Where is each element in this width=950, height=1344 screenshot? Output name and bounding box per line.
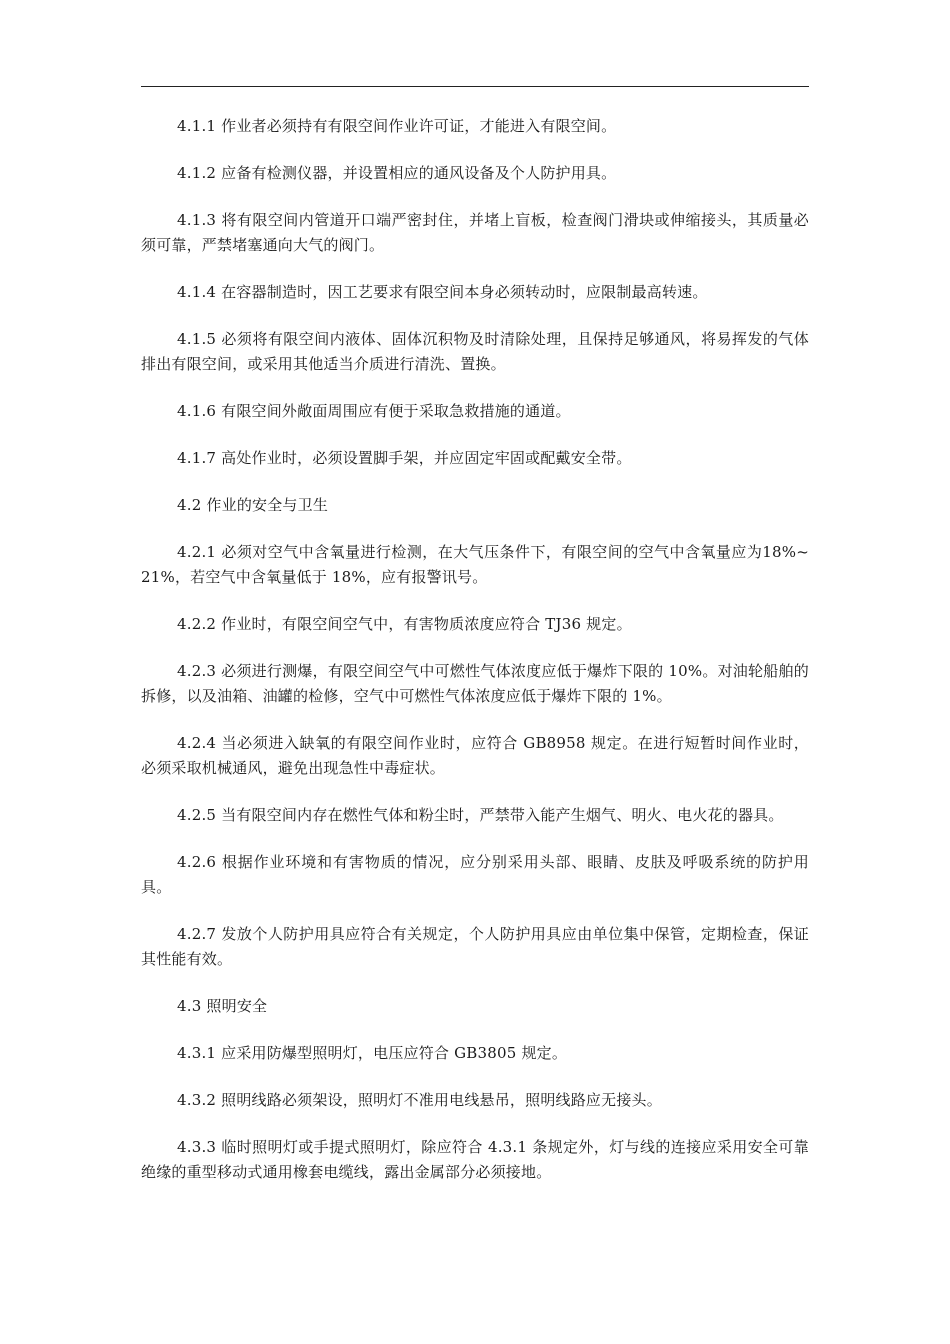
clause-4-3-2: 4.3.2 照明线路必须架设，照明灯不准用电线悬吊，照明线路应无接头。 (177, 1091, 662, 1109)
clause-4-1-6: 4.1.6 有限空间外敞面周围应有便于采取急救措施的通道。 (177, 402, 571, 420)
section-heading-4-3: 4.3 照明安全 (177, 997, 268, 1015)
clause-4-1-4: 4.1.4 在容器制造时，因工艺要求有限空间本身必须转动时，应限制最高转速。 (177, 283, 708, 301)
clause-4-1-7: 4.1.7 高处作业时，必须设置脚手架，并应固定牢固或配戴安全带。 (177, 449, 632, 467)
clause-4-1-2: 4.1.2 应备有检测仪器，并设置相应的通风设备及个人防护用具。 (177, 164, 617, 182)
header-rule (141, 86, 809, 87)
clause-4-2-1: 4.2.1 必须对空气中含氧量进行检测，在大气压条件下，有限空间的空气中含氧量应为18%~21%，若空气中含氧量低于 18%，应有报警讯号。 (141, 543, 809, 586)
clause-4-2-7: 4.2.7 发放个人防护用具应符合有关规定，个人防护用具应由单位集中保管，定期检查，保证其性能有效。 (141, 925, 809, 968)
clause-4-2-6: 4.2.6 根据作业环境和有害物质的情况，应分别采用头部、眼睛、皮肤及呼吸系统的防护用具。 (141, 853, 809, 896)
clause-4-3-3: 4.3.3 临时照明灯或手提式照明灯，除应符合 4.3.1 条规定外，灯与线的连接应采用安全可靠绝缘的重型移动式通用橡套电缆线，露出金属部分必须接地。 (141, 1138, 809, 1181)
clause-4-2-3: 4.2.3 必须进行测爆，有限空间空气中可燃性气体浓度应低于爆炸下限的 10%。对油轮船舶的拆修，以及油箱、油罐的检修，空气中可燃性气体浓度应低于爆炸下限的 1%。 (141, 662, 809, 705)
clause-4-1-1: 4.1.1 作业者必须持有有限空间作业许可证，才能进入有限空间。 (177, 117, 617, 135)
clause-4-1-3: 4.1.3 将有限空间内管道开口端严密封住，并堵上盲板，检查阀门滑块或伸缩接头，其质量必须可靠，严禁堵塞通向大气的阀门。 (141, 211, 809, 254)
clause-4-2-5: 4.2.5 当有限空间内存在燃性气体和粉尘时，严禁带入能产生烟气、明火、电火花的器具。 (177, 806, 784, 824)
clause-4-2-2: 4.2.2 作业时，有限空间空气中，有害物质浓度应符合 TJ36 规定。 (177, 615, 632, 633)
document-body (141, 114, 809, 1207)
clause-4-3-1: 4.3.1 应采用防爆型照明灯，电压应符合 GB3805 规定。 (177, 1044, 568, 1062)
clause-4-1-5: 4.1.5 必须将有限空间内液体、固体沉积物及时清除处理，且保持足够通风，将易挥发的气体排出有限空间，或采用其他适当介质进行清洗、置换。 (141, 330, 809, 373)
section-heading-4-2: 4.2 作业的安全与卫生 (177, 496, 329, 514)
clause-4-2-4: 4.2.4 当必须进入缺氧的有限空间作业时，应符合 GB8958 规定。在进行短暂时间作业时，必须采取机械通风，避免出现急性中毒症状。 (141, 734, 809, 777)
